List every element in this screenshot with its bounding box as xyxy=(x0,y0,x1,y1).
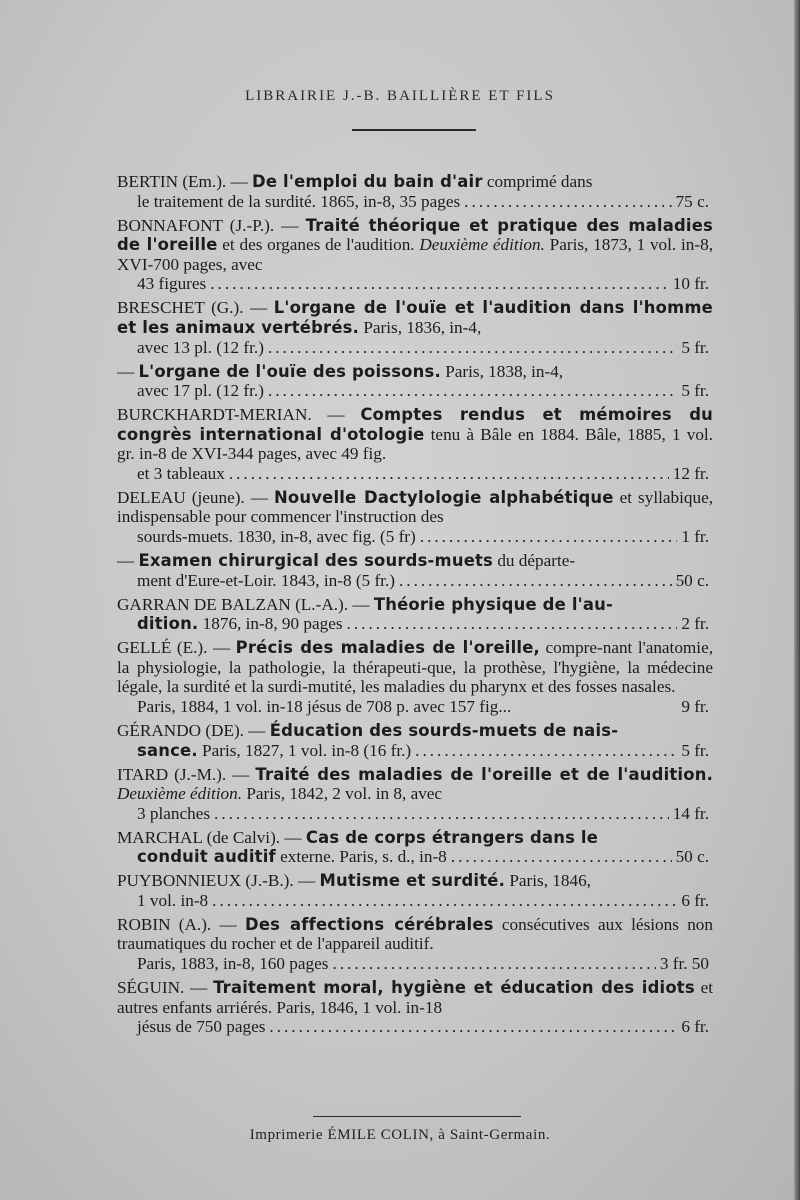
entry-imprint xyxy=(137,847,447,867)
catalogue-entry xyxy=(117,216,713,294)
entry-details: Paris, 1846, xyxy=(505,871,591,891)
entry-price: 5 fr. xyxy=(681,740,709,760)
dot-leader xyxy=(347,614,678,634)
entry-details: du départe- xyxy=(493,551,576,571)
catalogue-list xyxy=(117,172,713,1041)
printer-imprint: Imprimerie ÉMILE COLIN, à Saint-Germain. xyxy=(249,1127,551,1143)
entry-author: BONNAFONT (J.-P.). — xyxy=(117,215,306,235)
entry-details: comprimé dans xyxy=(482,172,593,191)
entry-imprint: avec 13 pl. (12 fr.) xyxy=(137,337,264,357)
dot-leader xyxy=(451,847,672,867)
entry-tail xyxy=(137,274,709,294)
entry-body xyxy=(117,595,713,615)
catalogue-entry xyxy=(117,638,713,716)
catalogue-entry xyxy=(117,765,713,824)
entry-price: 9 fr. xyxy=(681,696,709,716)
entry-author: PUYBONNIEUX (J.-B.). — xyxy=(117,871,320,891)
entry-edition: Deuxième édition. xyxy=(117,784,243,804)
dot-leader xyxy=(214,804,669,824)
dot-leader xyxy=(212,891,677,911)
entry-tail xyxy=(137,1017,709,1037)
running-head: LIBRAIRIE J.-B. BAILLIÈRE ET FILS xyxy=(245,88,555,104)
entry-tail xyxy=(137,381,709,401)
entry-title: Nouvelle Dactylologie alphabétique xyxy=(274,487,614,507)
entry-title: Précis des maladies de l'oreille, xyxy=(235,638,540,658)
entry-price: 2 fr. xyxy=(681,614,709,634)
entry-price: 3 fr. 50 xyxy=(659,954,709,974)
entry-imprint-text: externe. Paris, s. d., in-8 xyxy=(275,847,447,867)
entry-imprint: le traitement de la surdité. 1865, in-8, 35 pages xyxy=(137,191,461,211)
entry-imprint-text: 1876, in-8, 90 pages xyxy=(198,614,343,634)
entry-body xyxy=(117,721,713,741)
entry-author: MARCHAL (de Calvi). — xyxy=(117,827,306,847)
catalogue-entry xyxy=(117,828,713,867)
entry-imprint: et 3 tableaux xyxy=(137,463,225,483)
entry-body xyxy=(117,871,713,891)
dot-leader xyxy=(399,571,672,591)
entry-author: GARRAN DE BALZAN (L.-A.). — xyxy=(117,594,374,614)
entry-author: — xyxy=(117,361,139,381)
entry-author: BURCKHARDT-MERIAN. — xyxy=(117,405,361,425)
entry-body xyxy=(117,551,713,571)
entry-body xyxy=(117,216,713,275)
dot-leader xyxy=(269,1017,677,1037)
entry-details: et autres enfants arriérés. Paris, 1846, 1 vol. in-18 xyxy=(117,978,713,1017)
entry-body xyxy=(117,978,713,1017)
entry-body xyxy=(117,915,713,954)
entry-title: Mutisme et surdité. xyxy=(319,871,506,891)
entry-body xyxy=(117,298,713,337)
entry-tail xyxy=(137,192,709,212)
entry-body xyxy=(117,488,713,527)
footer-rule xyxy=(313,1116,521,1117)
entry-details: et des organes de l'audition. xyxy=(217,235,420,255)
entry-title: Traitement moral, hygiène et éducation des idiots xyxy=(213,978,695,998)
entry-tail xyxy=(137,338,709,358)
entry-title: Des affections cérébrales xyxy=(245,914,494,934)
catalogue-entry xyxy=(117,551,713,590)
entry-price: 5 fr. xyxy=(681,381,709,401)
dot-leader xyxy=(210,274,669,294)
entry-imprint: 1 vol. in-8 xyxy=(137,890,209,910)
catalogue-entry xyxy=(117,405,713,483)
catalogue-entry xyxy=(117,488,713,547)
dot-leader xyxy=(420,527,678,547)
dot-leader xyxy=(464,192,671,212)
entry-author: GÉRANDO (DE). — xyxy=(117,720,270,740)
entry-imprint: 3 planches xyxy=(137,803,211,823)
entry-tail xyxy=(137,697,709,717)
entry-author: DELEAU (jeune). — xyxy=(117,487,274,507)
entry-title: Cas de corps étrangers dans le xyxy=(305,827,599,847)
entry-price: 5 fr. xyxy=(681,337,709,357)
entry-imprint xyxy=(137,741,411,761)
entry-details: Paris, 1838, in-4, xyxy=(440,361,564,381)
entry-imprint: 43 figures xyxy=(137,274,207,294)
entry-tail xyxy=(137,847,709,867)
entry-title: De l'emploi du bain d'air xyxy=(252,172,483,191)
entry-body xyxy=(117,172,713,192)
catalogue-entry xyxy=(117,871,713,910)
entry-tail xyxy=(137,804,709,824)
entry-title-continued: conduit auditif xyxy=(137,847,276,867)
entry-body xyxy=(117,405,713,464)
entry-tail xyxy=(137,891,709,911)
entry-title: Traité des maladies de l'oreille et de l'audition. xyxy=(255,764,713,784)
entry-title: L'organe de l'ouïe des poissons. xyxy=(138,361,441,381)
entry-author: GELLÉ (E.). — xyxy=(117,638,236,658)
entry-details-2: Paris, 1873, 1 vol. in-8, XVI-700 pages, avec xyxy=(117,235,713,274)
entry-author: BRESCHET (G.). — xyxy=(117,298,274,318)
entry-price: 6 fr. xyxy=(681,890,709,910)
entry-edition: Deuxième édition. xyxy=(419,235,545,255)
catalogue-entry xyxy=(117,362,713,401)
entry-author: — xyxy=(117,551,139,571)
catalogue-entry xyxy=(117,595,713,634)
catalogue-entry xyxy=(117,298,713,357)
entry-price: 1 fr. xyxy=(681,527,709,547)
header-rule xyxy=(352,129,476,131)
entry-body xyxy=(117,362,713,382)
entry-imprint-text: Paris, 1827, 1 vol. in-8 (16 fr.) xyxy=(197,740,412,760)
entry-price: 50 c. xyxy=(675,847,709,867)
entry-author: ROBIN (A.). — xyxy=(117,914,246,934)
catalogue-entry xyxy=(117,721,713,760)
entry-body xyxy=(117,765,713,804)
catalogue-entry xyxy=(117,172,713,211)
entry-details: consécutives aux lésions non traumatiques du rocher et de l'appareil auditif. xyxy=(117,914,713,954)
entry-details: Paris, 1836, in-4, xyxy=(359,317,482,337)
entry-price: 6 fr. xyxy=(681,1017,709,1037)
entry-title: L'organe de l'ouïe et l'audition dans l'homme et les animaux vertébrés. xyxy=(117,298,713,337)
entry-tail xyxy=(137,571,709,591)
entry-author: SÉGUIN. — xyxy=(117,978,214,998)
entry-tail xyxy=(137,527,709,547)
entry-tail xyxy=(137,464,709,484)
dot-leader xyxy=(268,338,677,358)
entry-details: compre-nant l'anatomie, la physiologie, la pathologie, la thérapeuti-que, la prothèse, l'hygiène, la médecine légale, la surdité et la surdi-mutité, les maladies du pharynx et des fosses nasales. xyxy=(117,638,713,697)
entry-tail xyxy=(137,954,709,974)
entry-title-continued: dition. xyxy=(137,614,199,634)
entry-price: 12 fr. xyxy=(672,463,709,483)
catalogue-entry xyxy=(117,978,713,1037)
entry-price: 14 fr. xyxy=(672,803,709,823)
dot-leader xyxy=(229,464,669,484)
entry-details-2: Paris, 1842, 2 vol. in 8, avec xyxy=(242,784,443,804)
page-edge-shadow xyxy=(794,0,800,1200)
dot-leader xyxy=(268,381,677,401)
entry-details: tenu à Bâle en 1884. Bâle, 1885, 1 vol. gr. in-8 de XVI-344 pages, avec 49 fig. xyxy=(117,424,713,464)
entry-title: Théorie physique de l'au- xyxy=(373,594,614,614)
entry-title-continued: sance. xyxy=(137,740,198,760)
dot-leader xyxy=(332,954,655,974)
entry-body xyxy=(117,828,713,848)
catalogue-entry xyxy=(117,915,713,974)
entry-imprint xyxy=(137,614,343,634)
entry-imprint: jésus de 750 pages xyxy=(137,1017,266,1037)
entry-price: 10 fr. xyxy=(672,274,709,294)
entry-imprint: Paris, 1884, 1 vol. in-18 jésus de 708 p. avec 157 fig... xyxy=(137,696,512,716)
entry-details: et syllabique, indispensable pour commencer l'instruction des xyxy=(117,487,713,527)
entry-title: Examen chirurgical des sourds-muets xyxy=(138,551,494,571)
entry-body xyxy=(117,638,713,697)
entry-price: 50 c. xyxy=(675,570,709,590)
entry-tail xyxy=(137,741,709,761)
dot-leader xyxy=(415,741,677,761)
entry-imprint: sourds-muets. 1830, in-8, avec fig. (5 fr) xyxy=(137,527,416,547)
entry-imprint: ment d'Eure-et-Loir. 1843, in-8 (5 fr.) xyxy=(137,570,395,590)
entry-author: ITARD (J.-M.). — xyxy=(117,764,256,784)
entry-author: BERTIN (Em.). — xyxy=(117,172,253,191)
entry-title: Comptes rendus et mémoires du congrès international d'otologie xyxy=(117,405,713,444)
entry-imprint: avec 17 pl. (12 fr.) xyxy=(137,381,264,401)
entry-title: Traité théorique et pratique des maladies de l'oreille xyxy=(117,215,713,255)
entry-imprint: Paris, 1883, in-8, 160 pages xyxy=(137,954,329,974)
entry-tail xyxy=(137,614,709,634)
entry-title: Éducation des sourds-muets de nais- xyxy=(269,720,619,740)
entry-price: 75 c. xyxy=(675,191,709,211)
